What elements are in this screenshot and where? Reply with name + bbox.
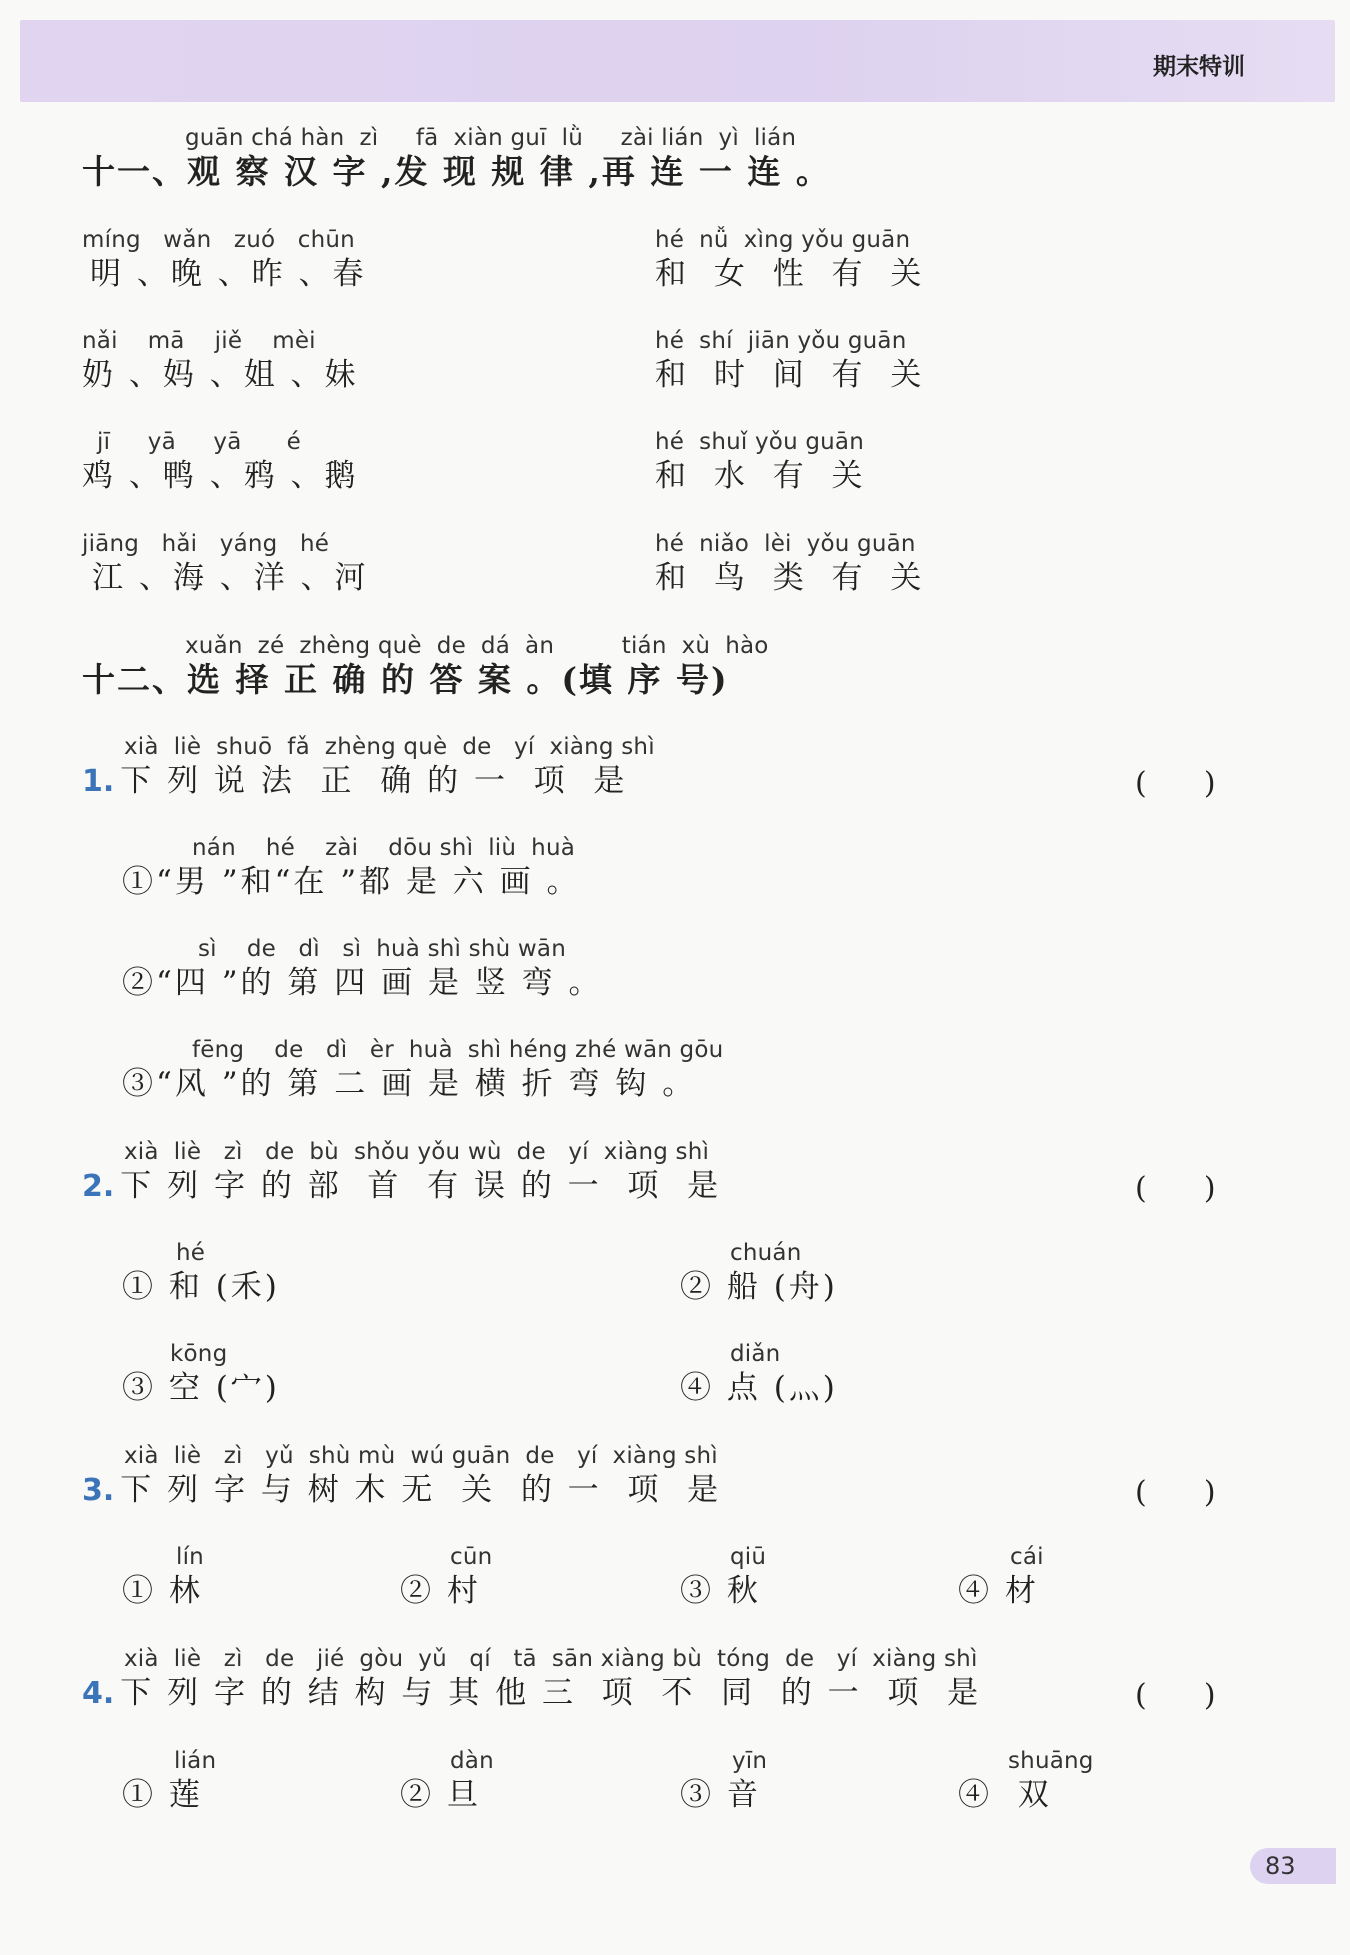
q1-option-2 — [122, 935, 603, 1003]
left-group-4-pinyin: jiāng hǎi yáng hé — [82, 531, 330, 557]
left-group-2 — [82, 327, 359, 395]
question-4-text: 下 列 字 的 结 构 与 其 他 三 项 不 同 的 一 项 是 — [120, 1675, 982, 1711]
q3-option-1-text: ① 林 — [122, 1573, 203, 1609]
q4-option-1-pinyin: lián — [174, 1748, 217, 1774]
q3-option-3 — [680, 1543, 766, 1611]
q3-option-3-text: ③ 秋 — [680, 1573, 761, 1609]
q1-option-2-text: ②“四 ”的 第 四 画 是 竖 弯 。 — [122, 965, 603, 1001]
right-group-1-text: 和 女 性 有 关 — [655, 256, 931, 292]
q4-option-4-text: ④ 双 — [958, 1777, 1052, 1813]
q1-option-3-text: ③“风 ”的 第 二 画 是 横 折 弯 钩 。 — [122, 1066, 697, 1102]
q3-option-2-pinyin: cūn — [450, 1544, 493, 1570]
q3-option-4-text: ④ 材 — [958, 1573, 1039, 1609]
section-12-pinyin: xuǎn zé zhèng què de dá àn tián xù hào — [185, 633, 769, 659]
section-11-heading — [82, 124, 831, 192]
header-title: 期末特训 — [1153, 54, 1245, 80]
q2-option-1 — [122, 1239, 280, 1307]
section-11-title: 十一、观 察 汉 字 ,发 现 规 律 ,再 连 一 连 。 — [82, 152, 831, 191]
q4-option-3-text: ③ 音 — [680, 1777, 761, 1813]
question-4 — [82, 1645, 981, 1714]
q1-option-3 — [122, 1036, 723, 1104]
left-group-4-text: 江 、海 、洋 、河 — [92, 560, 369, 596]
question-2-number: 2. — [82, 1169, 115, 1204]
question-2-pinyin: xià liè zì de bù shǒu yǒu wù de yí xiàng shì — [124, 1139, 710, 1165]
question-2 — [82, 1138, 721, 1207]
q3-option-2-text: ② 村 — [400, 1573, 481, 1609]
q4-option-3-pinyin: yīn — [732, 1748, 768, 1774]
q2-option-1-pinyin: hé — [176, 1240, 206, 1266]
section-12-heading — [82, 632, 769, 700]
q2-option-2 — [680, 1239, 838, 1307]
q2-option-4-text: ④ 点 (灬) — [680, 1370, 838, 1406]
question-4-pinyin: xià liè zì de jié gòu yǔ qí tā sān xiàng bù tóng de yí xiàng shì — [124, 1646, 978, 1672]
left-group-1 — [82, 226, 367, 294]
question-2-text: 下 列 字 的 部 首 有 误 的 一 项 是 — [120, 1168, 722, 1204]
right-group-2-pinyin: hé shí jiān yǒu guān — [655, 328, 907, 354]
q2-option-2-text: ② 船 (舟) — [680, 1269, 838, 1305]
section-11-pinyin: guān chá hàn zì fā xiàn guī lǜ zài lián yì lián — [185, 125, 797, 151]
right-group-3 — [655, 428, 872, 496]
right-group-2 — [655, 327, 930, 395]
q2-option-3 — [122, 1340, 280, 1408]
question-2-answer-box[interactable]: ( ) — [1135, 1171, 1216, 1206]
q2-option-4-pinyin: diǎn — [730, 1341, 781, 1367]
question-3-text: 下 列 字 与 树 木 无 关 的 一 项 是 — [120, 1472, 722, 1508]
q4-option-2-pinyin: dàn — [450, 1748, 494, 1774]
page-number: 83 — [1265, 1852, 1296, 1880]
right-group-4 — [655, 530, 930, 598]
question-1-text: 下 列 说 法 正 确 的 一 项 是 — [120, 763, 628, 799]
left-group-3-pinyin: jī yā yā é — [82, 429, 301, 455]
right-group-3-pinyin: hé shuǐ yǒu guān — [655, 429, 865, 455]
right-group-3-text: 和 水 有 关 — [655, 458, 872, 494]
q4-option-2 — [400, 1747, 494, 1815]
q3-option-3-pinyin: qiū — [730, 1544, 767, 1570]
section-12-title: 十二、选 择 正 确 的 答 案 。(填 序 号) — [82, 660, 729, 699]
q3-option-1 — [122, 1543, 204, 1611]
q4-option-3 — [680, 1747, 767, 1815]
q3-option-2 — [400, 1543, 492, 1611]
question-3-pinyin: xià liè zì yǔ shù mù wú guān de yí xiàng shì — [124, 1443, 718, 1469]
right-group-2-text: 和 时 间 有 关 — [655, 357, 931, 393]
q2-option-1-text: ① 和 (禾) — [122, 1269, 280, 1305]
right-group-1 — [655, 226, 930, 294]
header-band — [20, 20, 1335, 102]
q1-option-1 — [122, 834, 581, 902]
q4-option-4 — [958, 1747, 1094, 1815]
q2-option-4 — [680, 1340, 838, 1408]
q3-option-4 — [958, 1543, 1044, 1611]
q4-option-2-text: ② 旦 — [400, 1777, 481, 1813]
left-group-1-pinyin: míng wǎn zuó chūn — [82, 227, 355, 253]
q4-option-4-pinyin: shuāng — [1008, 1748, 1094, 1774]
question-3-number: 3. — [82, 1473, 115, 1508]
question-3 — [82, 1442, 721, 1511]
q4-option-1 — [122, 1747, 216, 1815]
q2-option-2-pinyin: chuán — [730, 1240, 802, 1266]
left-group-2-pinyin: nǎi mā jiě mèi — [82, 328, 316, 354]
question-1-pinyin: xià liè shuō fǎ zhèng què de yí xiàng shì — [124, 734, 655, 760]
q1-option-2-pinyin: sì de dì sì huà shì shù wān — [198, 936, 566, 962]
right-group-1-pinyin: hé nǚ xìng yǒu guān — [655, 227, 911, 253]
q1-option-1-pinyin: nán hé zài dōu shì liù huà — [192, 835, 576, 861]
question-1-number: 1. — [82, 764, 115, 799]
question-4-answer-box[interactable]: ( ) — [1135, 1678, 1216, 1713]
left-group-3 — [82, 428, 359, 496]
q3-option-4-pinyin: cái — [1010, 1544, 1044, 1570]
q2-option-3-pinyin: kōng — [170, 1341, 228, 1367]
left-group-4 — [82, 530, 369, 598]
q4-option-1-text: ① 莲 — [122, 1777, 203, 1813]
left-group-2-text: 奶 、妈 、姐 、妹 — [82, 357, 359, 393]
q3-option-1-pinyin: lín — [176, 1544, 204, 1570]
question-1 — [82, 733, 655, 802]
question-4-number: 4. — [82, 1676, 115, 1711]
q1-option-1-text: ①“男 ”和“在 ”都 是 六 画 。 — [122, 864, 581, 900]
q2-option-3-text: ③ 空 (宀) — [122, 1370, 280, 1406]
right-group-4-text: 和 鸟 类 有 关 — [655, 560, 931, 596]
question-3-answer-box[interactable]: ( ) — [1135, 1475, 1216, 1510]
right-group-4-pinyin: hé niǎo lèi yǒu guān — [655, 531, 916, 557]
left-group-1-text: 明 、晚 、昨 、春 — [90, 256, 367, 292]
left-group-3-text: 鸡 、鸭 、鸦 、鹅 — [82, 458, 359, 494]
question-1-answer-box[interactable]: ( ) — [1135, 766, 1216, 801]
q1-option-3-pinyin: fēng de dì èr huà shì héng zhé wān gōu — [192, 1037, 724, 1063]
